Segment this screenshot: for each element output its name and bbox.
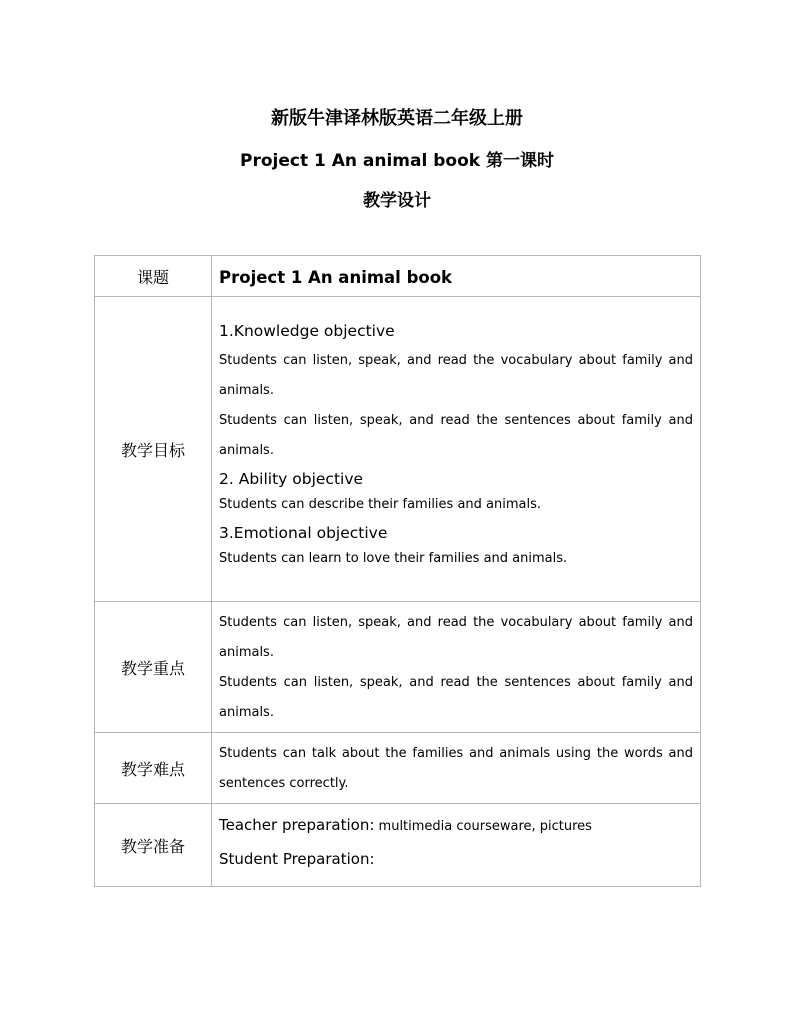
- table-row-topic: [95, 256, 701, 297]
- emotional-objective-text: Students can learn to love their families and animals.: [219, 551, 568, 566]
- table-row-difficulty: [95, 733, 701, 804]
- difficulty-label: 教学难点: [95, 733, 212, 804]
- teacher-preparation-label: Teacher preparation:: [219, 816, 375, 834]
- teacher-preparation-value: multimedia courseware, pictures: [374, 819, 592, 834]
- key-points-text-1: Students can listen, speak, and read the vocabulary about family and animals.: [219, 615, 693, 660]
- objectives-label: 教学目标: [95, 297, 212, 602]
- knowledge-objective-heading: 1.Knowledge objective: [219, 322, 395, 340]
- difficulty-text: Students can talk about the families and animals using the words and sentences correctly.: [219, 746, 693, 791]
- document-type-heading: 教学设计: [363, 191, 431, 211]
- key-points-text-2: Students can listen, speak, and read the sentences about family and animals.: [219, 675, 693, 720]
- teacher-preparation-line: [219, 814, 693, 838]
- preparation-label: 教学准备: [95, 804, 212, 887]
- knowledge-objective-text-1: Students can listen, speak, and read the vocabulary about family and animals.: [219, 353, 693, 398]
- topic-value: Project 1 An animal book: [219, 267, 453, 287]
- knowledge-objective-text-2: Students can listen, speak, and read the sentences about family and animals.: [219, 413, 693, 458]
- preparation-cell: [212, 804, 701, 887]
- key-points-cell: [212, 602, 701, 733]
- ability-objective-heading: 2. Ability objective: [219, 470, 364, 488]
- student-preparation-line: [219, 848, 693, 872]
- key-points-label: 教学重点: [95, 602, 212, 733]
- difficulty-cell: [212, 733, 701, 804]
- table-row-objectives: [95, 297, 701, 602]
- table-row-preparation: [95, 804, 701, 887]
- topic-value-cell: [212, 256, 701, 297]
- topic-label: 课题: [95, 256, 212, 297]
- ability-objective-text: Students can describe their families and animals.: [219, 497, 541, 512]
- document-title: 新版牛津译林版英语二年级上册: [271, 108, 523, 129]
- student-preparation-label: Student Preparation:: [219, 850, 375, 868]
- objectives-cell: [212, 297, 701, 602]
- emotional-objective-heading: 3.Emotional objective: [219, 524, 388, 542]
- table-row-key-points: [95, 602, 701, 733]
- document-subtitle: Project 1 An animal book 第一课时: [239, 151, 554, 171]
- lesson-plan-table: [94, 255, 701, 887]
